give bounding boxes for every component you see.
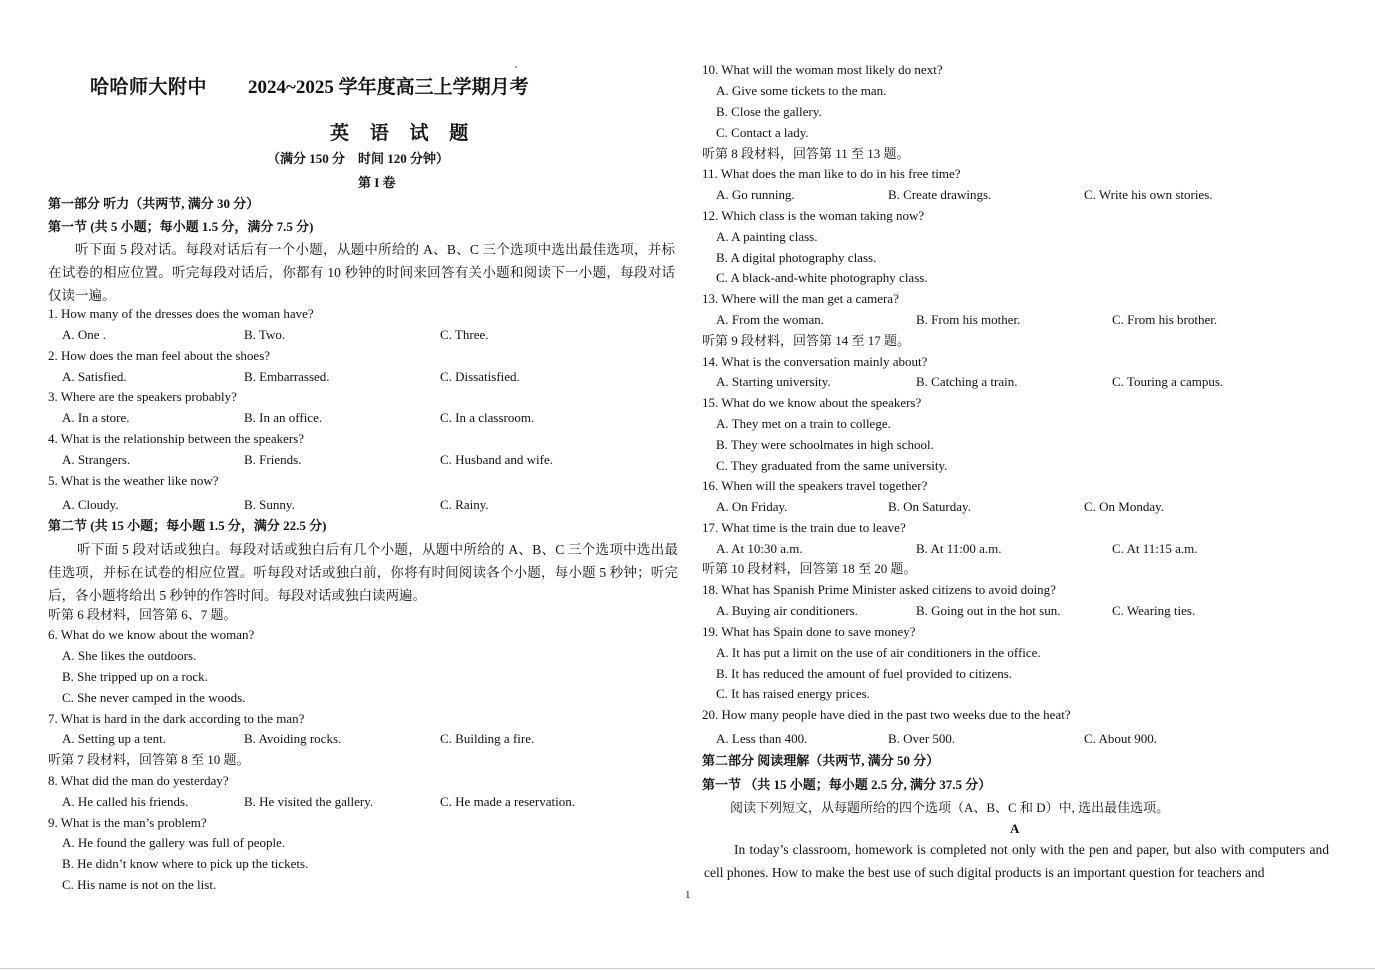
option-a: A. She likes the outdoors. <box>62 648 197 663</box>
listening-note: 听第 6 段材料，回答第 6、7 题。 <box>48 607 237 622</box>
option-c: C. It has raised energy prices. <box>716 686 870 701</box>
option-a: A. He called his friends. <box>62 794 189 809</box>
option-b: B. From his mother. <box>916 312 1021 327</box>
part2-section1-title: 第一节 （共 15 小题；每小题 2.5 分, 满分 37.5 分） <box>702 777 992 792</box>
part1-section2-title: 第二节 (共 15 小题；每小题 1.5 分，满分 22.5 分) <box>48 518 327 533</box>
option-c: C. About 900. <box>1084 731 1157 746</box>
option-b: B. He visited the gallery. <box>244 794 374 809</box>
option-b: B. Two. <box>244 327 286 342</box>
option-c: C. Write his own stories. <box>1084 187 1213 202</box>
question-stem: 3. Where are the speakers probably? <box>48 389 237 404</box>
question-stem: 4. What is the relationship between the speakers? <box>48 431 305 446</box>
score-time: （满分 150 分 时间 120 分钟） <box>267 151 450 166</box>
question-stem: 5. What is the weather like now? <box>48 473 219 488</box>
reading-instructions: 阅读下列短文，从每题所给的四个选项（A、B、C 和 D）中, 选出最佳选项。 <box>730 800 1170 815</box>
option-a: A. They met on a train to college. <box>716 416 891 431</box>
question-stem: 17. What time is the train due to leave? <box>702 520 906 535</box>
section2-instructions: 听下面 5 段对话或独白。每段对话或独白后有几个小题，从题中所给的 A、B、C 三个选项中选出最佳选项，并标在试卷的相应位置。听每段对话或独白前，你将有时间阅读各个小题，每小题 5 秒钟；听完后，各小题将给出 5 秒钟的作答时间。每段对话或独白读两遍。 <box>48 542 678 603</box>
option-b: B. Over 500. <box>888 731 956 746</box>
part2-title: 第二部分 阅读理解（共两节, 满分 50 分） <box>702 753 940 768</box>
option-a: A. At 10:30 a.m. <box>716 541 803 556</box>
option-c: C. He made a reservation. <box>440 794 576 809</box>
option-c: C. His name is not on the list. <box>62 877 217 892</box>
option-a: A. Starting university. <box>716 374 831 389</box>
question-stem: 11. What does the man like to do in his free time? <box>702 166 961 181</box>
option-c: C. A black-and-white photography class. <box>716 270 928 285</box>
question-stem: 15. What do we know about the speakers? <box>702 395 922 410</box>
option-c: C. On Monday. <box>1084 499 1165 514</box>
question-stem: 16. When will the speakers travel together? <box>702 478 928 493</box>
option-c: C. At 11:15 a.m. <box>1112 541 1198 556</box>
option-c: C. Three. <box>440 327 489 342</box>
listening-note: 听第 10 段材料，回答第 18 至 20 题。 <box>702 561 917 576</box>
question-stem: 6. What do we know about the woman? <box>48 627 255 642</box>
listening-note: 听第 7 段材料，回答第 8 至 10 题。 <box>48 752 250 767</box>
listening-note: 听第 9 段材料，回答第 14 至 17 题。 <box>702 333 911 348</box>
section1-instructions: 听下面 5 段对话。每段对话后有一个小题，从题中所给的 A、B、C 三个选项中选出最佳选项，并标在试卷的相应位置。听完每段对话后，你都有 10 秒钟的时间来回答有关小题和阅读下一小题，每段对话仅读一遍。 <box>48 242 675 303</box>
option-b: B. They were schoolmates in high school. <box>716 437 934 452</box>
page-bottom-edge <box>0 968 1375 969</box>
part1-section1-title: 第一节 (共 5 小题；每小题 1.5 分，满分 7.5 分) <box>48 219 314 234</box>
option-b: B. Friends. <box>244 452 302 467</box>
option-b: B. He didn’t know where to pick up the tickets. <box>62 856 309 871</box>
option-b: B. Avoiding rocks. <box>244 731 342 746</box>
school-name: 哈哈师大附中 <box>90 77 208 98</box>
question-stem: 8. What did the man do yesterday? <box>48 773 229 788</box>
option-b: B. It has reduced the amount of fuel provided to citizens. <box>716 666 1013 681</box>
listening-note: 听第 8 段材料，回答第 11 至 13 题。 <box>702 146 910 161</box>
option-c: C. Husband and wife. <box>440 452 554 467</box>
question-stem: 20. How many people have died in the past two weeks due to the heat? <box>702 707 1071 722</box>
option-b: B. Embarrassed. <box>244 369 330 384</box>
passage-text: In today’s classroom, homework is completed not only with the pen and paper, but also with computers and cell phones. How to make the best use of such digital products is an important question for teachers and <box>704 842 1329 880</box>
option-b: B. At 11:00 a.m. <box>916 541 1002 556</box>
question-stem: 13. Where will the man get a camera? <box>702 291 899 306</box>
option-b: B. A digital photography class. <box>716 250 877 265</box>
option-b: B. Going out in the hot sun. <box>916 603 1061 618</box>
option-b: B. Catching a train. <box>916 374 1018 389</box>
question-stem: 18. What has Spanish Prime Minister asked citizens to avoid doing? <box>702 582 1056 597</box>
option-b: B. Sunny. <box>244 497 295 512</box>
option-b: B. She tripped up on a rock. <box>62 669 208 684</box>
option-a: A. Buying air conditioners. <box>716 603 858 618</box>
exam-title: 2024~2025 学年度高三上学期月考 <box>248 77 529 98</box>
option-b: B. On Saturday. <box>888 499 971 514</box>
question-stem: 12. Which class is the woman taking now? <box>702 208 925 223</box>
page-number: 1 <box>685 889 691 901</box>
option-c: C. Wearing ties. <box>1112 603 1196 618</box>
option-a: A. Strangers. <box>62 452 131 467</box>
option-a: A. Give some tickets to the man. <box>716 83 887 98</box>
volume-label: 第 I 卷 <box>358 175 396 190</box>
option-a: A. In a store. <box>62 410 130 425</box>
option-a: A. One . <box>62 327 107 342</box>
option-c: C. They graduated from the same university. <box>716 458 948 473</box>
question-stem: 2. How does the man feel about the shoes? <box>48 348 271 363</box>
option-c: C. Rainy. <box>440 497 489 512</box>
question-stem: 10. What will the woman most likely do next? <box>702 62 943 77</box>
option-c: C. Touring a campus. <box>1112 374 1224 389</box>
question-stem: 7. What is hard in the dark according to the man? <box>48 711 305 726</box>
option-a: A. He found the gallery was full of people. <box>62 835 286 850</box>
question-stem: 14. What is the conversation mainly about? <box>702 354 928 369</box>
option-b: B. Create drawings. <box>888 187 992 202</box>
option-a: A. From the woman. <box>716 312 824 327</box>
option-c: C. From his brother. <box>1112 312 1218 327</box>
option-a: A. Satisfied. <box>62 369 127 384</box>
scan-speck <box>515 66 517 68</box>
question-stem: 19. What has Spain done to save money? <box>702 624 916 639</box>
option-a: A. Cloudy. <box>62 497 119 512</box>
option-b: B. In an office. <box>244 410 323 425</box>
question-stem: 1. How many of the dresses does the woman have? <box>48 306 314 321</box>
option-a: A. On Friday. <box>716 499 788 514</box>
option-a: A. It has put a limit on the use of air conditioners in the office. <box>716 645 1041 660</box>
subject-title: 英 语 试 题 <box>330 123 477 144</box>
option-c: C. She never camped in the woods. <box>62 690 246 705</box>
option-a: A. Go running. <box>716 187 795 202</box>
option-c: C. Dissatisfied. <box>440 369 520 384</box>
passage-letter: A <box>1010 821 1020 836</box>
option-c: C. Building a fire. <box>440 731 535 746</box>
part1-title: 第一部分 听力（共两节, 满分 30 分） <box>48 196 260 211</box>
option-a: A. A painting class. <box>716 229 818 244</box>
option-a: A. Less than 400. <box>716 731 808 746</box>
option-b: B. Close the gallery. <box>716 104 822 119</box>
question-stem: 9. What is the man’s problem? <box>48 815 207 830</box>
option-a: A. Setting up a tent. <box>62 731 166 746</box>
option-c: C. In a classroom. <box>440 410 535 425</box>
option-c: C. Contact a lady. <box>716 125 809 140</box>
